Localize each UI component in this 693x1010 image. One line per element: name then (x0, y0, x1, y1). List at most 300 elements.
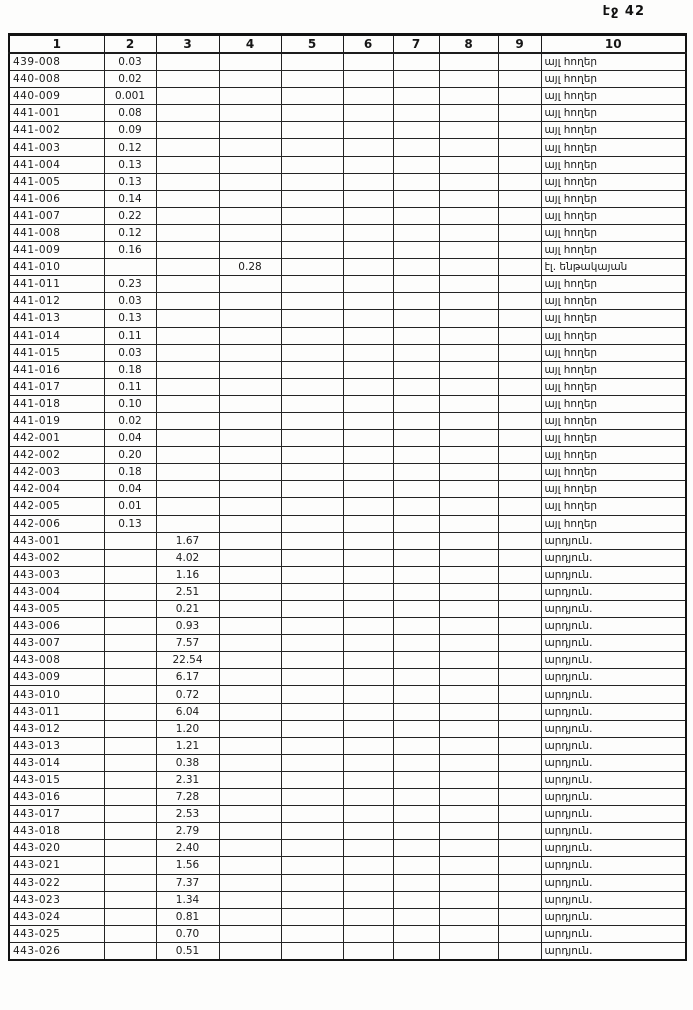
cell (439, 635, 498, 652)
cell: 440-009 (9, 88, 104, 105)
cell (281, 874, 343, 891)
cell: 441-008 (9, 224, 104, 241)
cell: 441-014 (9, 327, 104, 344)
cell (219, 891, 281, 908)
cell (343, 891, 393, 908)
table-row (9, 361, 686, 378)
cell: այլ հողեր (541, 412, 686, 429)
cell: 443-014 (9, 754, 104, 771)
cell (498, 925, 541, 942)
cell (156, 293, 219, 310)
cell (219, 310, 281, 327)
cell (439, 139, 498, 156)
cell (104, 259, 156, 276)
cell: այլ հողեր (541, 71, 686, 88)
cell: 2.51 (156, 583, 219, 600)
cell (343, 583, 393, 600)
cell (498, 447, 541, 464)
cell: 441-016 (9, 361, 104, 378)
cell (104, 720, 156, 737)
cell (343, 669, 393, 686)
cell: այլ հողեր (541, 156, 686, 173)
table-row (9, 327, 686, 344)
table-row (9, 857, 686, 874)
cell (439, 720, 498, 737)
cell (281, 293, 343, 310)
cell (281, 942, 343, 960)
cell (498, 259, 541, 276)
cell (393, 156, 439, 173)
cell (343, 618, 393, 635)
cell: արդյուն. (541, 549, 686, 566)
cell (343, 412, 393, 429)
cell: 0.04 (104, 430, 156, 447)
cell (498, 173, 541, 190)
cell: 441-002 (9, 122, 104, 139)
cell (156, 464, 219, 481)
cell (281, 652, 343, 669)
cell (104, 601, 156, 618)
cell: 6.17 (156, 669, 219, 686)
cell (439, 806, 498, 823)
cell (393, 789, 439, 806)
cell (219, 105, 281, 122)
column-header: 4 (219, 35, 281, 54)
cell (498, 53, 541, 71)
cell: 0.72 (156, 686, 219, 703)
cell (281, 71, 343, 88)
table-row (9, 498, 686, 515)
cell: արդյուն. (541, 532, 686, 549)
cell: 0.14 (104, 190, 156, 207)
cell (219, 378, 281, 395)
cell (281, 857, 343, 874)
cell (393, 242, 439, 259)
table-row (9, 720, 686, 737)
cell: 0.001 (104, 88, 156, 105)
cell: 0.18 (104, 464, 156, 481)
cell (156, 242, 219, 259)
cell: 441-001 (9, 105, 104, 122)
cell: այլ հողեր (541, 293, 686, 310)
cell (156, 481, 219, 498)
cell (219, 447, 281, 464)
table-row (9, 447, 686, 464)
cell (439, 754, 498, 771)
cell (498, 771, 541, 788)
table-row (9, 771, 686, 788)
cell: 0.28 (219, 259, 281, 276)
table-row (9, 190, 686, 207)
cell (343, 498, 393, 515)
cell: 443-015 (9, 771, 104, 788)
cell: 443-024 (9, 908, 104, 925)
cell (439, 173, 498, 190)
cell: այլ հողեր (541, 88, 686, 105)
cell: արդյուն. (541, 720, 686, 737)
table-row (9, 686, 686, 703)
cell (156, 259, 219, 276)
cell (219, 737, 281, 754)
cell (281, 378, 343, 395)
cell: այլ հողեր (541, 395, 686, 412)
cell (439, 737, 498, 754)
cell (219, 583, 281, 600)
cell (281, 412, 343, 429)
table-row (9, 874, 686, 891)
table-row (9, 823, 686, 840)
cell (281, 891, 343, 908)
cell (343, 652, 393, 669)
cell: 1.56 (156, 857, 219, 874)
cell (439, 105, 498, 122)
cell: 0.13 (104, 310, 156, 327)
cell: 0.10 (104, 395, 156, 412)
cell (498, 481, 541, 498)
cell (104, 857, 156, 874)
cell: 443-022 (9, 874, 104, 891)
cell (393, 71, 439, 88)
cell: արդյուն. (541, 925, 686, 942)
land-parcel-table (8, 33, 687, 961)
cell (156, 156, 219, 173)
cell: արդյուն. (541, 686, 686, 703)
cell (498, 344, 541, 361)
cell (393, 378, 439, 395)
cell: 0.08 (104, 105, 156, 122)
cell (156, 498, 219, 515)
table-row (9, 618, 686, 635)
cell (393, 276, 439, 293)
table-row (9, 139, 686, 156)
table-row (9, 549, 686, 566)
cell: 7.28 (156, 789, 219, 806)
cell: 0.51 (156, 942, 219, 960)
cell (156, 395, 219, 412)
cell: այլ հողեր (541, 515, 686, 532)
cell (219, 908, 281, 925)
cell (343, 532, 393, 549)
cell (393, 122, 439, 139)
cell: 442-001 (9, 430, 104, 447)
cell (281, 88, 343, 105)
cell: այլ հողեր (541, 242, 686, 259)
cell (156, 139, 219, 156)
cell (281, 720, 343, 737)
cell (343, 88, 393, 105)
cell (343, 806, 393, 823)
cell (498, 942, 541, 960)
cell (393, 652, 439, 669)
cell: 0.01 (104, 498, 156, 515)
cell: 0.11 (104, 327, 156, 344)
cell: այլ հողեր (541, 122, 686, 139)
table-row (9, 566, 686, 583)
cell: 443-005 (9, 601, 104, 618)
cell: 441-009 (9, 242, 104, 259)
cell (343, 156, 393, 173)
cell (104, 789, 156, 806)
cell (343, 361, 393, 378)
cell (281, 156, 343, 173)
cell: 4.02 (156, 549, 219, 566)
table-row (9, 395, 686, 412)
cell (439, 857, 498, 874)
cell (219, 942, 281, 960)
cell (104, 635, 156, 652)
cell (439, 344, 498, 361)
cell (439, 840, 498, 857)
cell (219, 754, 281, 771)
cell (219, 464, 281, 481)
cell (156, 430, 219, 447)
cell (343, 771, 393, 788)
cell (281, 139, 343, 156)
table-row (9, 88, 686, 105)
table-row (9, 259, 686, 276)
cell: 443-017 (9, 806, 104, 823)
cell: 441-018 (9, 395, 104, 412)
cell: 0.21 (156, 601, 219, 618)
cell (281, 771, 343, 788)
cell (393, 566, 439, 583)
cell: 443-012 (9, 720, 104, 737)
cell (104, 652, 156, 669)
cell: 0.38 (156, 754, 219, 771)
cell: 443-021 (9, 857, 104, 874)
cell (281, 618, 343, 635)
cell (498, 498, 541, 515)
cell: արդյուն. (541, 618, 686, 635)
cell (343, 71, 393, 88)
cell (343, 464, 393, 481)
cell (498, 601, 541, 618)
cell (281, 173, 343, 190)
cell (343, 395, 393, 412)
cell (219, 635, 281, 652)
cell (439, 601, 498, 618)
cell (343, 276, 393, 293)
cell (104, 874, 156, 891)
cell (104, 583, 156, 600)
cell (281, 327, 343, 344)
cell: այլ հողեր (541, 430, 686, 447)
cell (343, 549, 393, 566)
cell (343, 430, 393, 447)
cell (219, 395, 281, 412)
cell (393, 857, 439, 874)
cell: 0.09 (104, 122, 156, 139)
table-row (9, 908, 686, 925)
cell (393, 891, 439, 908)
cell: 443-016 (9, 789, 104, 806)
cell: այլ հողեր (541, 310, 686, 327)
cell: 443-009 (9, 669, 104, 686)
cell (219, 139, 281, 156)
cell: 0.13 (104, 173, 156, 190)
cell (219, 190, 281, 207)
table-row (9, 840, 686, 857)
cell (281, 737, 343, 754)
cell (393, 224, 439, 241)
cell: այլ հողեր (541, 139, 686, 156)
cell (439, 789, 498, 806)
cell: 441-017 (9, 378, 104, 395)
cell: 441-007 (9, 207, 104, 224)
cell: 443-004 (9, 583, 104, 600)
cell (343, 635, 393, 652)
cell (281, 259, 343, 276)
cell (498, 583, 541, 600)
cell: 0.13 (104, 156, 156, 173)
cell (219, 122, 281, 139)
cell (439, 378, 498, 395)
cell (393, 635, 439, 652)
cell (498, 703, 541, 720)
cell (498, 395, 541, 412)
cell (439, 88, 498, 105)
cell (343, 754, 393, 771)
cell (343, 840, 393, 857)
cell: արդյուն. (541, 789, 686, 806)
cell (104, 925, 156, 942)
cell: 0.02 (104, 71, 156, 88)
cell (439, 498, 498, 515)
cell (439, 53, 498, 71)
cell (393, 942, 439, 960)
table-row (9, 122, 686, 139)
cell (393, 925, 439, 942)
cell: այլ հողեր (541, 498, 686, 515)
cell (393, 618, 439, 635)
cell (343, 139, 393, 156)
cell (393, 737, 439, 754)
cell (219, 618, 281, 635)
cell (498, 908, 541, 925)
cell: 0.22 (104, 207, 156, 224)
cell (281, 310, 343, 327)
cell (393, 583, 439, 600)
column-header: 9 (498, 35, 541, 54)
cell (439, 310, 498, 327)
table-row (9, 925, 686, 942)
cell: արդյուն. (541, 891, 686, 908)
column-header: 10 (541, 35, 686, 54)
cell (498, 754, 541, 771)
cell (343, 481, 393, 498)
cell (498, 378, 541, 395)
cell (343, 105, 393, 122)
cell (281, 344, 343, 361)
cell: 6.04 (156, 703, 219, 720)
cell: 0.70 (156, 925, 219, 942)
cell (104, 908, 156, 925)
cell (498, 806, 541, 823)
cell: 441-019 (9, 412, 104, 429)
cell (343, 242, 393, 259)
cell: 441-015 (9, 344, 104, 361)
cell (219, 481, 281, 498)
cell (219, 686, 281, 703)
cell (281, 464, 343, 481)
cell (498, 361, 541, 378)
cell (104, 737, 156, 754)
cell: 443-008 (9, 652, 104, 669)
cell (219, 857, 281, 874)
cell (343, 173, 393, 190)
cell: 2.31 (156, 771, 219, 788)
cell (156, 71, 219, 88)
cell (219, 498, 281, 515)
cell (156, 344, 219, 361)
cell: 7.57 (156, 635, 219, 652)
cell (498, 276, 541, 293)
cell (343, 122, 393, 139)
cell (498, 737, 541, 754)
cell (219, 173, 281, 190)
cell (156, 276, 219, 293)
cell (156, 190, 219, 207)
cell: 441-004 (9, 156, 104, 173)
cell: արդյուն. (541, 857, 686, 874)
cell: արդյուն. (541, 754, 686, 771)
cell: 443-020 (9, 840, 104, 857)
cell (104, 618, 156, 635)
cell (219, 669, 281, 686)
cell: այլ հողեր (541, 224, 686, 241)
cell (219, 361, 281, 378)
cell (439, 515, 498, 532)
column-header: 7 (393, 35, 439, 54)
cell (498, 532, 541, 549)
cell: 0.11 (104, 378, 156, 395)
cell (439, 327, 498, 344)
cell: 443-003 (9, 566, 104, 583)
cell (439, 190, 498, 207)
cell: 443-023 (9, 891, 104, 908)
cell (393, 601, 439, 618)
cell (393, 806, 439, 823)
cell (439, 361, 498, 378)
table-row (9, 754, 686, 771)
cell (498, 88, 541, 105)
table-row (9, 276, 686, 293)
cell: 22.54 (156, 652, 219, 669)
cell (281, 823, 343, 840)
cell (498, 71, 541, 88)
cell: 443-010 (9, 686, 104, 703)
cell: 2.40 (156, 840, 219, 857)
cell: այլ հողեր (541, 327, 686, 344)
cell (498, 464, 541, 481)
cell (343, 53, 393, 71)
cell: 440-008 (9, 71, 104, 88)
cell (104, 686, 156, 703)
cell: 442-002 (9, 447, 104, 464)
cell: արդյուն. (541, 601, 686, 618)
cell (498, 327, 541, 344)
table-row (9, 481, 686, 498)
cell (439, 430, 498, 447)
cell (439, 874, 498, 891)
cell (219, 874, 281, 891)
cell (219, 71, 281, 88)
cell: 442-005 (9, 498, 104, 515)
cell (343, 310, 393, 327)
cell: 442-006 (9, 515, 104, 532)
cell (343, 686, 393, 703)
table-row (9, 156, 686, 173)
